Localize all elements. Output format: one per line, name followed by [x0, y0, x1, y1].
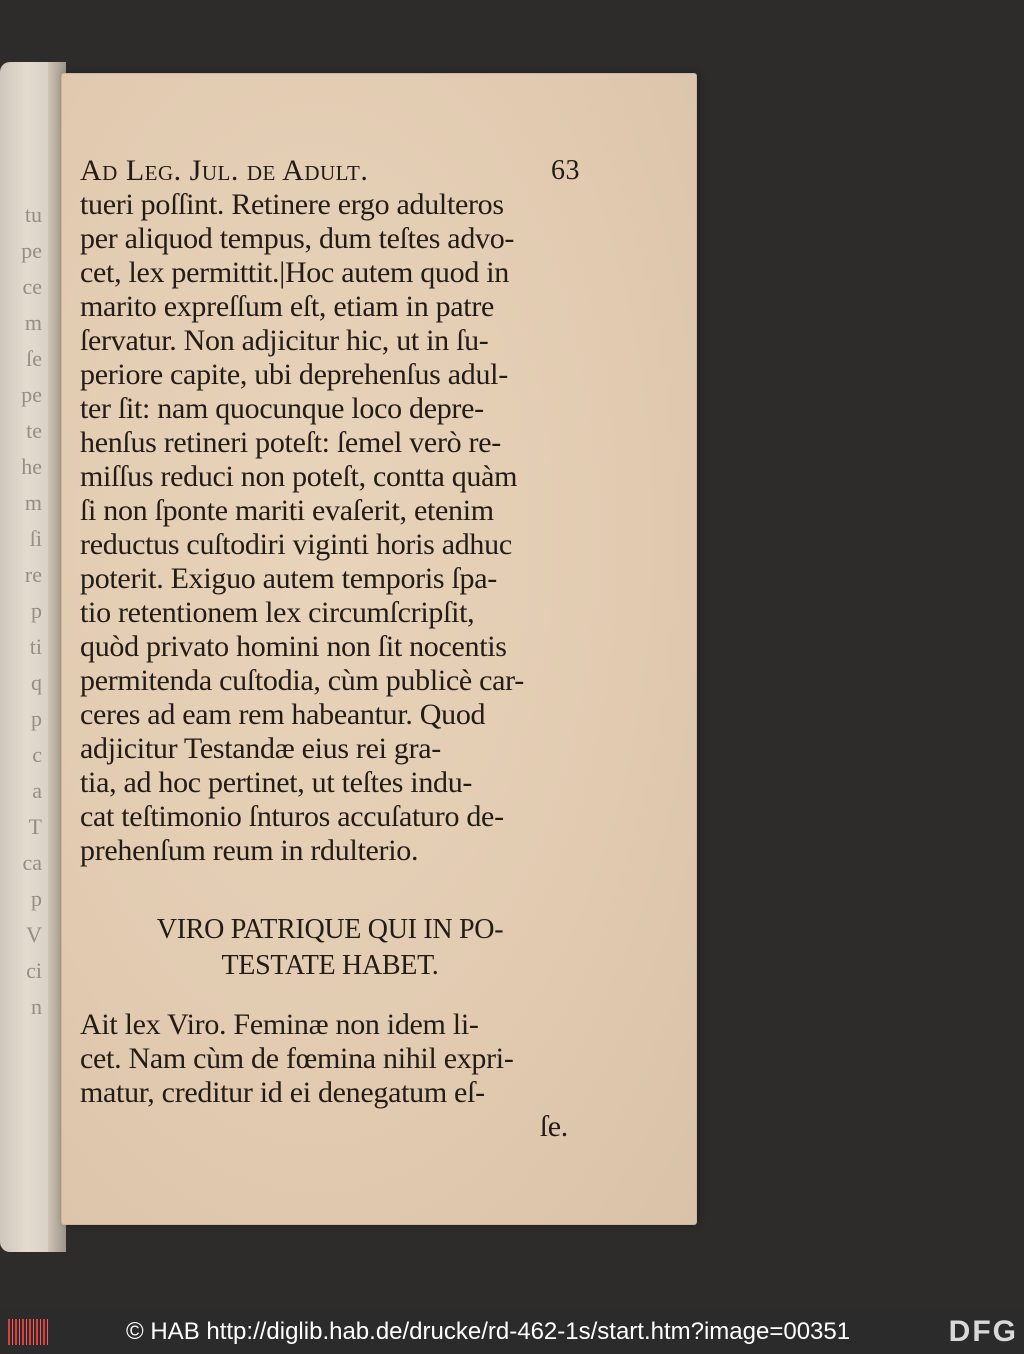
heading-line: VIRO PATRIQUE QUI IN PO-	[156, 914, 504, 945]
bleed-fragment: p	[31, 706, 42, 731]
running-head	[80, 154, 580, 188]
first-paragraph	[80, 188, 580, 868]
bleed-fragment: he	[21, 454, 42, 479]
bleed-fragment: re	[24, 562, 42, 587]
text-line: poterit. Exiguo autem temporis ſpa-	[80, 562, 497, 595]
text-line: Ait lex Viro. Feminæ non idem li-	[80, 1008, 479, 1041]
text-line: tueri poſſint. Retinere ergo adulteros	[80, 188, 504, 221]
text-line: quòd privato homini non ſit nocentis	[80, 630, 507, 663]
bleed-fragment: c	[32, 742, 42, 767]
bleed-fragment: ti	[29, 634, 42, 659]
text-line: cet. Nam cùm de fœmina nihil expri-	[80, 1042, 514, 1075]
bleed-fragment: ſe	[26, 346, 42, 371]
barcode-icon	[8, 1319, 48, 1345]
text-line: marito expreſſum eſt, etiam in patre	[80, 290, 495, 323]
text-line: adjicitur Testandæ eius rei gra-	[80, 732, 441, 765]
left-page-edge	[0, 62, 66, 1252]
page-text	[80, 154, 580, 1144]
bleed-fragment: ſi	[29, 526, 42, 551]
bleed-fragment: V	[26, 922, 42, 947]
text-line: ſi non ſponte mariti evaſerit, etenim	[80, 494, 494, 527]
page-number: 63	[551, 155, 580, 186]
bleed-fragment: p	[31, 598, 42, 623]
text-line: per aliquod tempus, dum teſtes advo-	[80, 222, 515, 255]
section-heading	[80, 912, 580, 984]
running-head-title: Ad Leg. Jul. de Adult.	[80, 154, 369, 187]
bleed-fragment: tu	[24, 202, 42, 227]
text-line: matur, creditur id ei denegatum eſ-	[80, 1076, 485, 1109]
text-line: ter ſit: nam quocunque loco depre-	[80, 392, 484, 425]
bleed-fragment: ce	[22, 274, 42, 299]
bleed-fragment: a	[32, 778, 42, 803]
text-line: ſervatur. Non adjicitur hic, ut in ſu-	[80, 324, 489, 357]
text-line: miſſus reduci non poteſt, contta quàm	[80, 460, 518, 493]
bleed-fragment: ca	[22, 850, 42, 875]
dfg-logo: DFG	[948, 1315, 1018, 1348]
text-line: cat teſtimonio ſnturos accuſaturo de-	[80, 800, 504, 833]
bleed-fragment: n	[31, 994, 42, 1019]
viewer-footer	[0, 1310, 1024, 1354]
bleed-fragment: ci	[26, 958, 42, 983]
text-line: tia, ad hoc pertinet, ut teſtes indu-	[80, 766, 473, 799]
bleed-fragment: q	[31, 670, 42, 695]
second-paragraph	[80, 1008, 580, 1110]
source-url[interactable]: © HAB http://diglib.hab.de/drucke/rd-462-1s/start.htm?image=00351	[126, 1318, 851, 1345]
text-line: reductus cuſtodiri viginti horis adhuc	[80, 528, 512, 561]
bleed-fragment: m	[24, 490, 42, 515]
text-line: prehenſum reum in rdulterio.	[80, 834, 419, 867]
left-page-bleed-text	[0, 202, 48, 1030]
bleed-fragment: te	[26, 418, 42, 443]
text-line: permitenda cuſtodia, cùm publicè car-	[80, 664, 524, 697]
catchword: ſe.	[539, 1110, 568, 1143]
text-line: cet, lex permittit.|Hoc autem quod in	[80, 256, 509, 289]
bleed-fragment: pe	[21, 238, 42, 263]
heading-line: TESTATE HABET.	[221, 950, 439, 981]
bleed-fragment: T	[28, 814, 42, 839]
bleed-fragment: pe	[21, 382, 42, 407]
book-page	[62, 74, 696, 1224]
bleed-fragment: m	[24, 310, 42, 335]
text-line: periore capite, ubi deprehenſus adul-	[80, 358, 508, 391]
text-line: ceres ad eam rem habeantur. Quod	[80, 698, 486, 731]
text-line: henſus retineri poteſt: ſemel verò re-	[80, 426, 501, 459]
bleed-fragment: p	[31, 886, 42, 911]
text-line: tio retentionem lex circumſcripſit,	[80, 596, 475, 629]
